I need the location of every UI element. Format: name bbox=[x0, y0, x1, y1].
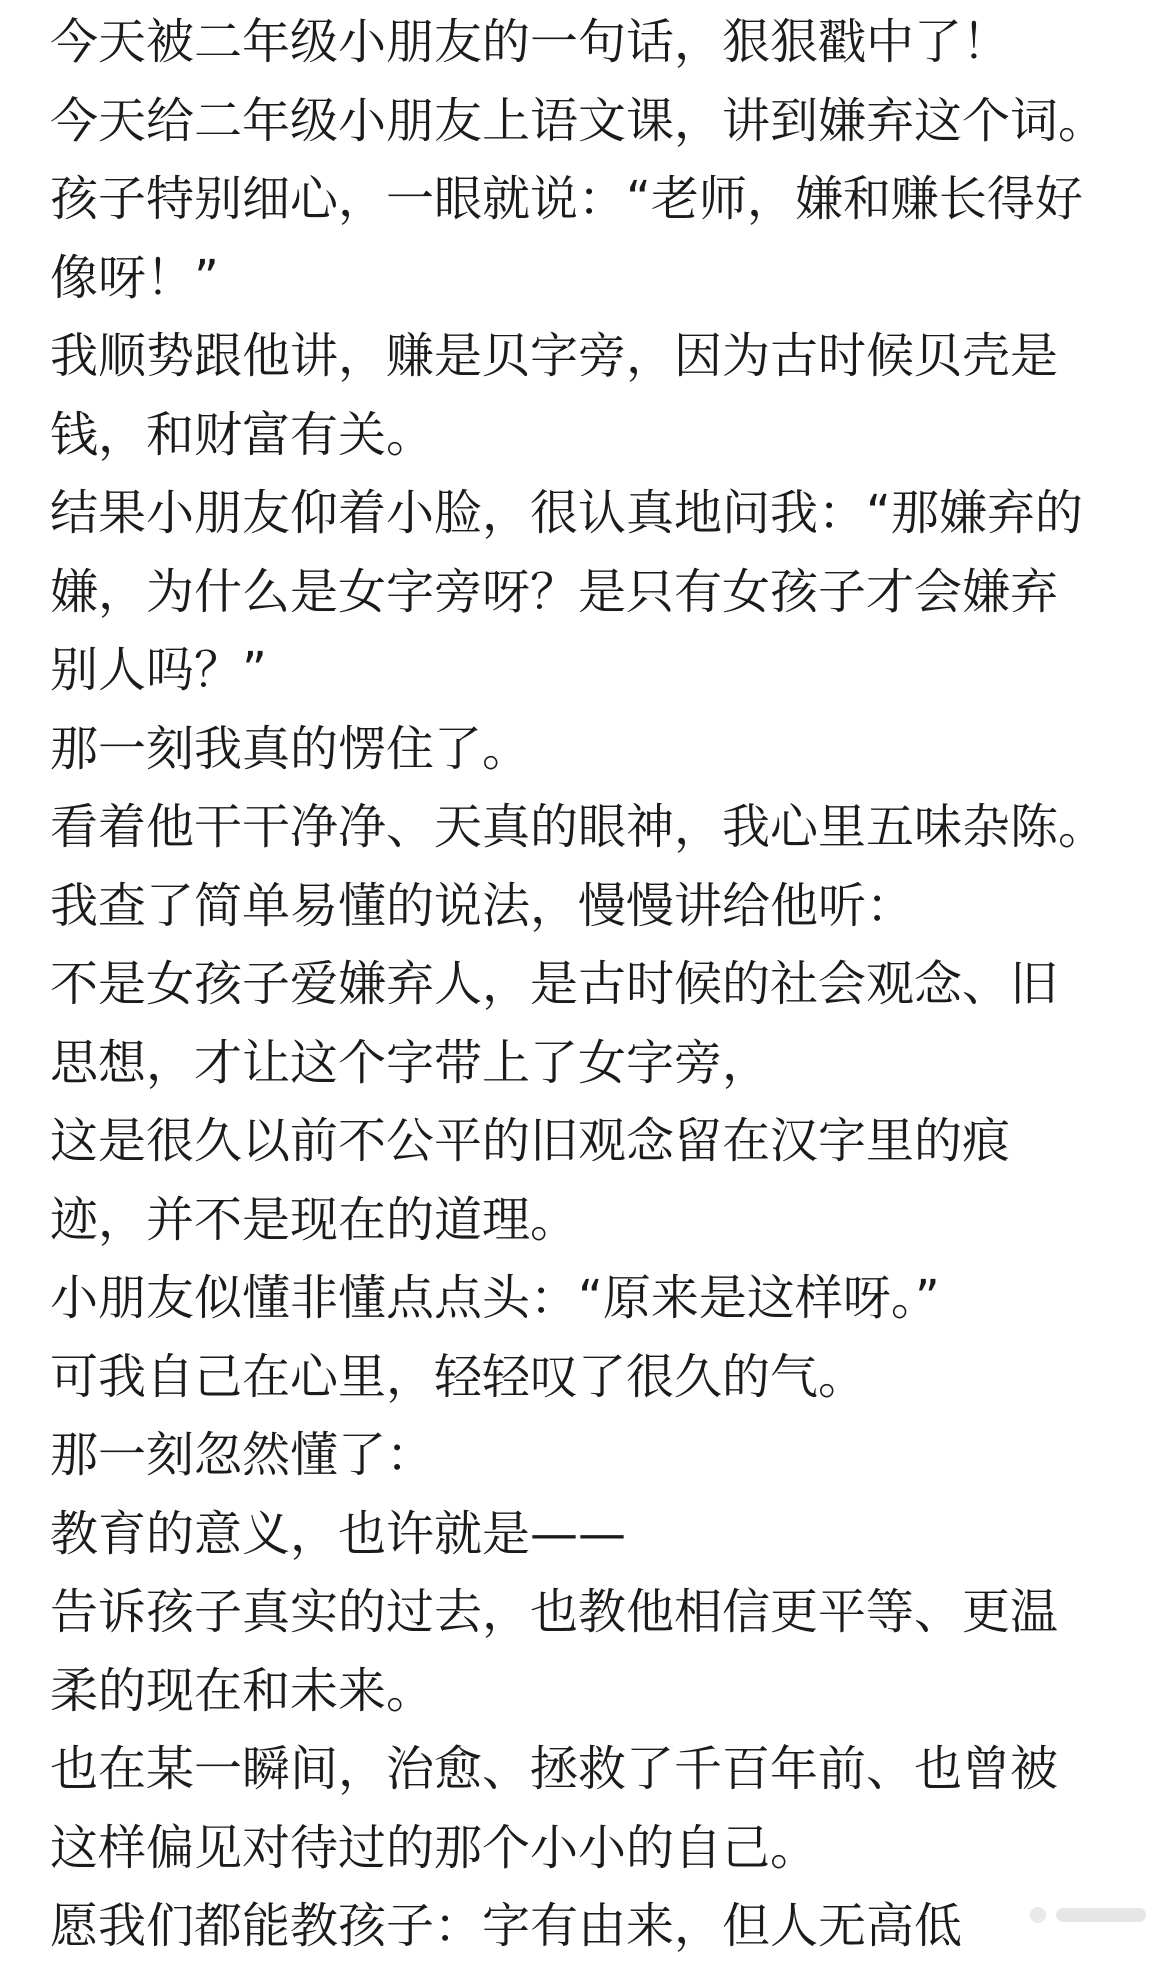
text-line: 像呀！” bbox=[50, 249, 219, 306]
text-line: 结果小朋友仰着小脸，很认真地问我：“那嫌弃的 bbox=[50, 485, 1083, 541]
text-line: 可我自己在心里，轻轻叹了很久的气。 bbox=[50, 1348, 867, 1405]
text-line: 这是很久以前不公平的旧观念留在汉字里的痕 bbox=[50, 1113, 1011, 1169]
watermark-logo-icon bbox=[1030, 1907, 1046, 1923]
text-line: 这样偏见对待过的那个小小的自己。 bbox=[50, 1819, 819, 1876]
text-line: 也在某一瞬间，治愈、拯救了千百年前、也曾被 bbox=[50, 1741, 1059, 1797]
text-line: 思想，才让这个字带上了女字旁， bbox=[50, 1034, 771, 1091]
text-line: 那一刻我真的愣住了。 bbox=[50, 720, 531, 777]
text-line: 嫌，为什么是女字旁呀？是只有女孩子才会嫌弃 bbox=[50, 563, 1059, 620]
text-line: 迹，并不是现在的道理。 bbox=[50, 1191, 579, 1248]
text-line: 教育的意义，也许就是—— bbox=[50, 1505, 627, 1562]
text-line: 柔的现在和未来。 bbox=[50, 1662, 435, 1719]
post-text bbox=[50, 3, 1140, 1966]
text-line: 我查了简单易懂的说法，慢慢讲给他听： bbox=[50, 877, 915, 934]
text-line: 孩子特别细心，一眼就说：“老师，嫌和赚长得好 bbox=[50, 171, 1083, 227]
text-line: 今天给二年级小朋友上语文课，讲到嫌弃这个词。 bbox=[50, 92, 1107, 149]
text-line: 我顺势跟他讲，赚是贝字旁，因为古时候贝壳是 bbox=[50, 328, 1059, 384]
text-line: 看着他干干净净、天真的眼神，我心里五味杂陈。 bbox=[50, 799, 1107, 855]
text-line: 不是女孩子爱嫌弃人，是古时候的社会观念、旧 bbox=[50, 956, 1059, 1012]
text-line: 小朋友似懂非懂点点头：“原来是这样呀。” bbox=[50, 1270, 940, 1326]
watermark bbox=[1020, 1889, 1156, 1941]
text-line: 愿我们都能教孩子：字有由来，但人无高低 bbox=[50, 1898, 963, 1954]
text-line: 今天被二年级小朋友的一句话，狠狠戳中了！ bbox=[50, 14, 1011, 70]
text-line: 别人吗？” bbox=[50, 642, 267, 698]
text-line: 钱，和财富有关。 bbox=[50, 406, 435, 463]
text-line: 那一刻忽然懂了： bbox=[50, 1427, 435, 1483]
watermark-bar bbox=[1056, 1908, 1146, 1922]
text-line: 告诉孩子真实的过去，也教他相信更平等、更温 bbox=[50, 1584, 1059, 1640]
